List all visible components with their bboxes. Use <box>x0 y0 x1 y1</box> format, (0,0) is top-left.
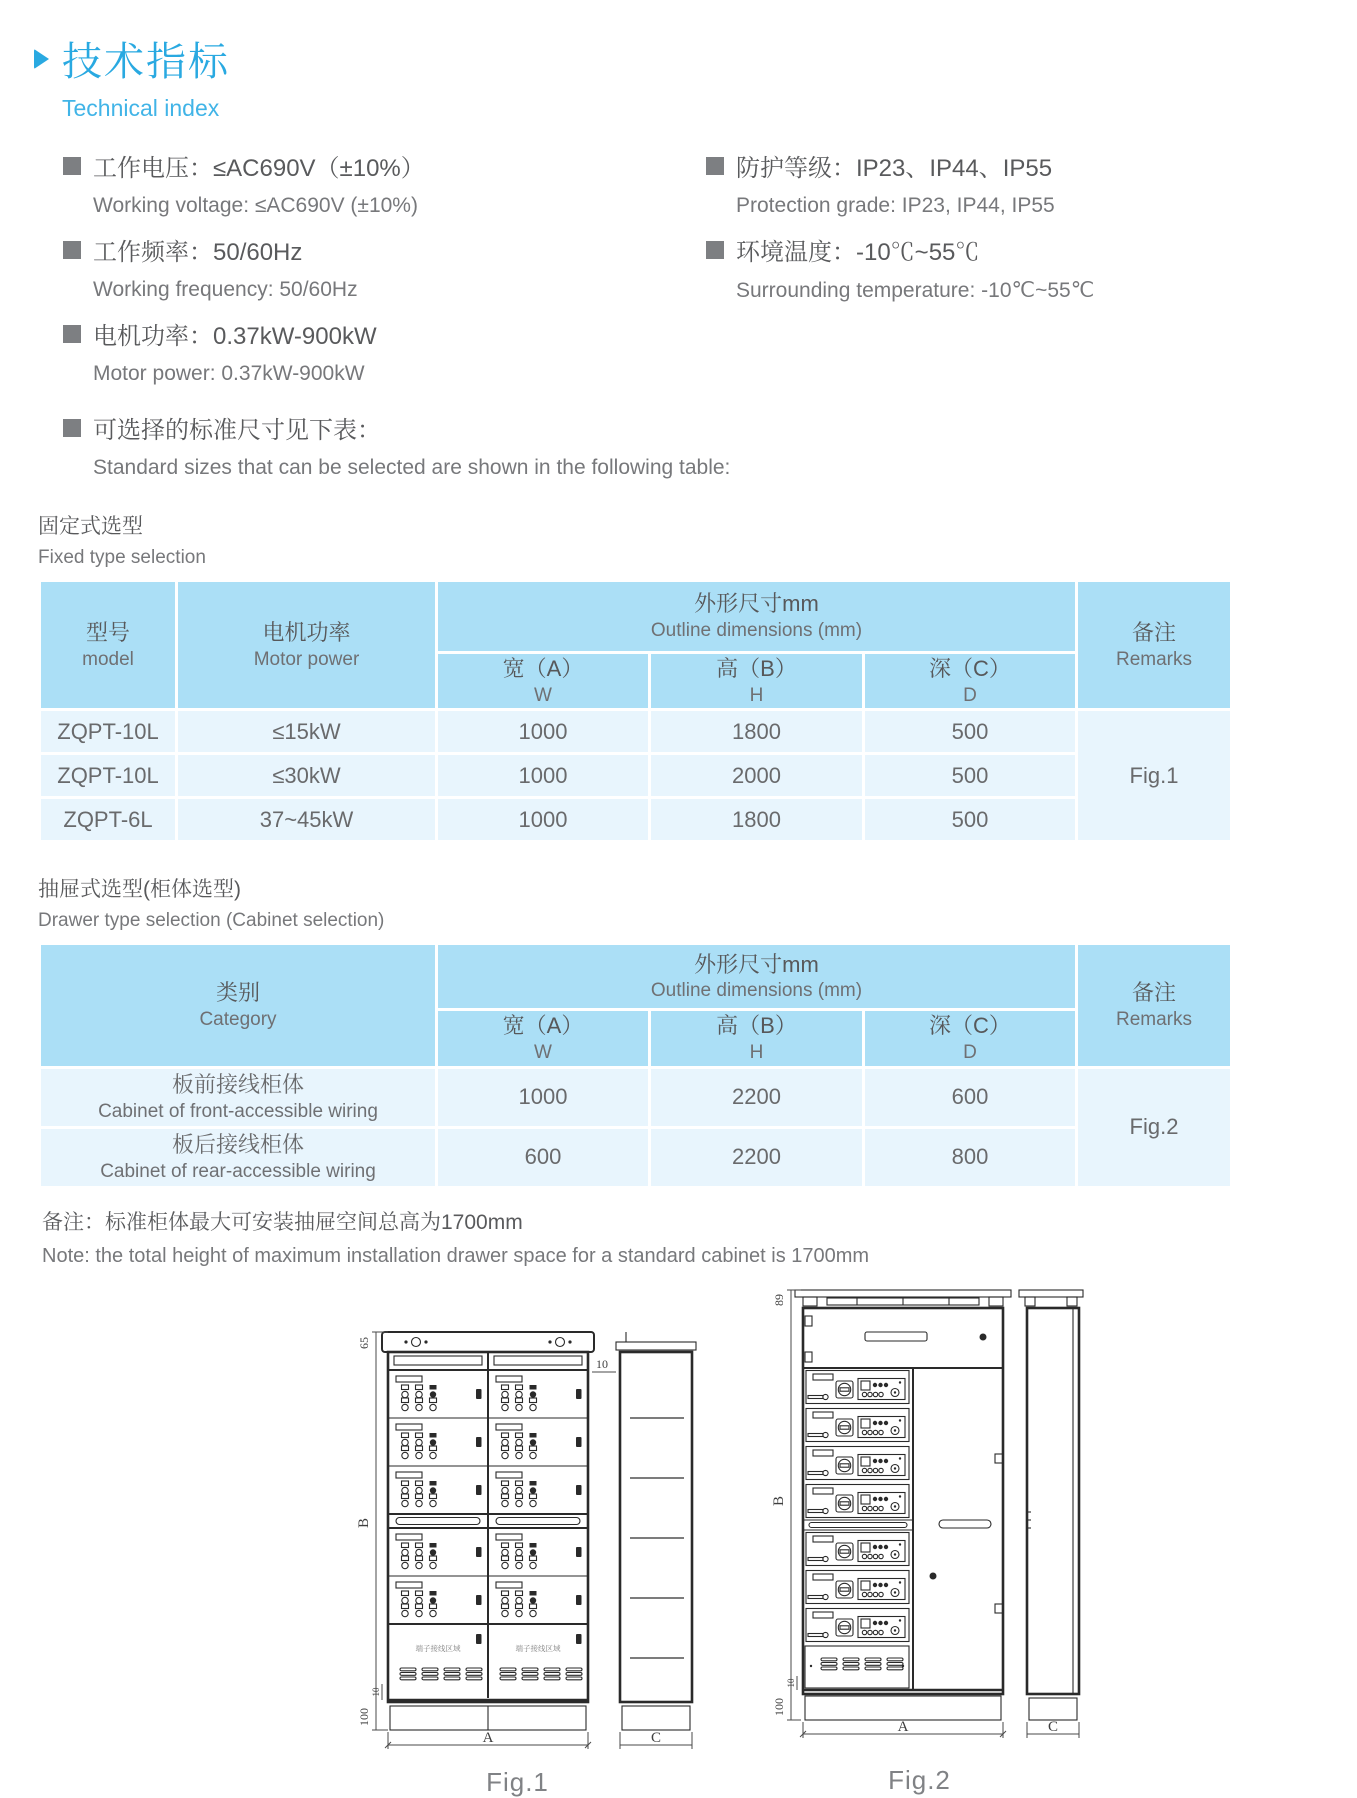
dim-B: B <box>771 1495 787 1506</box>
fig1-caption: Fig.1 <box>486 1766 549 1797</box>
cell-power: 37~45kW <box>177 798 437 842</box>
spec-item-frequency <box>63 232 706 302</box>
spec-item-protection <box>706 148 1094 218</box>
cell-height: 2200 <box>650 1067 864 1127</box>
bullet-square-icon <box>63 241 81 259</box>
table-row <box>40 798 1232 842</box>
cell-width: 600 <box>437 1127 650 1187</box>
col-header-depth: 深（C） D <box>864 1010 1077 1067</box>
dim-10-gap: 10 <box>371 1687 381 1697</box>
spec-list <box>63 148 1357 400</box>
dim-A: A <box>482 1729 494 1746</box>
col-header-outline: 外形尺寸mm Outline dimensions (mm) <box>437 944 1077 1010</box>
cell-width: 1000 <box>437 1067 650 1127</box>
col-header-remarks: 备注 Remarks <box>1077 944 1232 1067</box>
spec-zh: 环境温度：-10℃~55℃ <box>736 239 980 266</box>
cell-depth: 500 <box>864 754 1077 798</box>
figure-fig1 <box>330 1318 705 1798</box>
section-arrow-icon <box>34 49 49 69</box>
bullet-square-icon <box>63 325 81 343</box>
col-header-category: 类别 Category <box>40 944 437 1067</box>
cell-category: 板后接线柜体 Cabinet of rear-accessible wiring <box>40 1127 437 1187</box>
fig1-front-view <box>382 1332 594 1730</box>
bullet-square-icon <box>706 157 724 175</box>
spec-column-left <box>63 148 706 400</box>
spec-item-voltage <box>63 148 706 218</box>
spec-item-temperature <box>706 232 1094 303</box>
drawer-type-table <box>38 942 1233 1188</box>
fig1-drawing <box>330 1318 705 1758</box>
col-header-depth: 深（C） D <box>864 653 1077 710</box>
cell-height: 2200 <box>650 1127 864 1187</box>
terminal-area-label: 端子接线区域 <box>515 1643 561 1653</box>
cell-model: ZQPT-10L <box>40 754 177 798</box>
col-header-power: 电机功率 Motor power <box>177 581 437 710</box>
table-row <box>40 710 1232 754</box>
fig2-drawing <box>747 1276 1092 1756</box>
dim-100: 100 <box>357 1707 371 1726</box>
dim-10-gap: 10 <box>786 1678 796 1688</box>
dim-89: 89 <box>772 1293 786 1306</box>
cell-remarks: Fig.1 <box>1077 710 1232 842</box>
spec-column-right <box>706 148 1094 400</box>
cell-height: 2000 <box>650 754 864 798</box>
cell-width: 1000 <box>437 710 650 754</box>
spec-zh: 防护等级：IP23、IP44、IP55 <box>736 155 1053 182</box>
table-row <box>40 1067 1232 1127</box>
col-header-height: 高（B） H <box>650 1010 864 1067</box>
section-label-fixed <box>38 510 1357 569</box>
section-label-zh: 抽屉式选型(柜体选型) <box>38 878 241 902</box>
fig2-caption: Fig.2 <box>888 1764 951 1795</box>
section-label-zh: 固定式选型 <box>38 515 143 538</box>
cell-height: 1800 <box>650 710 864 754</box>
bullet-square-icon <box>63 157 81 175</box>
spec-item-table-intro <box>63 410 1357 480</box>
footnote <box>42 1206 1357 1268</box>
dim-B: B <box>356 1517 372 1528</box>
fig2-dimensions <box>771 1290 1079 1738</box>
cell-power: ≤15kW <box>177 710 437 754</box>
spec-en: Protection grade: IP23, IP44, IP55 <box>736 194 1055 217</box>
cell-power: ≤30kW <box>177 754 437 798</box>
spec-en: Working frequency: 50/60Hz <box>93 278 358 301</box>
col-header-outline: 外形尺寸mm Outline dimensions (mm) <box>437 581 1077 653</box>
cell-depth: 600 <box>864 1067 1077 1127</box>
footnote-zh: 备注：标准柜体最大可安装抽屉空间总高为1700mm <box>42 1210 523 1234</box>
spec-en: Standard sizes that can be selected are shown in the following table: <box>93 456 731 479</box>
dim-65: 65 <box>357 1336 371 1349</box>
page-header <box>0 0 1357 122</box>
figure-fig2 <box>747 1276 1092 1798</box>
col-header-width: 宽（A） W <box>437 653 650 710</box>
section-label-en: Drawer type selection (Cabinet selection) <box>38 910 385 932</box>
cell-depth: 500 <box>864 710 1077 754</box>
section-label-en: Fixed type selection <box>38 547 206 568</box>
page-subtitle: Technical index <box>62 95 220 121</box>
dim-10-top: 10 <box>596 1356 608 1371</box>
cell-width: 1000 <box>437 754 650 798</box>
figures <box>330 1276 1357 1798</box>
spec-en: Surrounding temperature: -10℃~55℃ <box>736 279 1095 302</box>
spec-zh: 可选择的标准尺寸见下表： <box>93 417 381 444</box>
fig2-front-view <box>795 1290 1011 1720</box>
cell-depth: 800 <box>864 1127 1077 1187</box>
spec-en: Working voltage: ≤AC690V (±10%) <box>93 194 418 217</box>
footnote-en: Note: the total height of maximum installation drawer space for a standard cabinet is 1700mm <box>42 1244 870 1267</box>
cell-model: ZQPT-6L <box>40 798 177 842</box>
col-header-model: 型号 model <box>40 581 177 710</box>
spec-item-motor-power <box>63 316 706 386</box>
cell-model: ZQPT-10L <box>40 710 177 754</box>
fig1-side-view <box>616 1332 696 1730</box>
cell-width: 1000 <box>437 798 650 842</box>
cell-remarks: Fig.2 <box>1077 1067 1232 1187</box>
fig2-side-view <box>1019 1290 1083 1720</box>
page-title: 技术指标 <box>62 40 230 84</box>
col-header-height: 高（B） H <box>650 653 864 710</box>
cell-depth: 500 <box>864 798 1077 842</box>
cell-height: 1800 <box>650 798 864 842</box>
terminal-area-label: 端子接线区域 <box>415 1643 461 1653</box>
dim-C: C <box>1047 1718 1059 1735</box>
spec-zh: 工作频率：50/60Hz <box>93 239 303 266</box>
spec-zh: 工作电压：≤AC690V（±10%） <box>93 155 425 182</box>
spec-en: Motor power: 0.37kW-900kW <box>93 362 365 385</box>
fixed-type-table <box>38 579 1233 843</box>
bullet-square-icon <box>706 241 724 259</box>
bullet-square-icon <box>63 419 81 437</box>
section-label-drawer <box>38 873 1357 932</box>
table-row <box>40 1127 1232 1187</box>
cell-category: 板前接线柜体 Cabinet of front-accessible wiring <box>40 1067 437 1127</box>
table-row <box>40 754 1232 798</box>
col-header-remarks: 备注 Remarks <box>1077 581 1232 710</box>
dim-C: C <box>650 1729 662 1746</box>
dim-100: 100 <box>772 1697 786 1716</box>
dim-A: A <box>897 1718 909 1735</box>
spec-zh: 电机功率：0.37kW-900kW <box>93 323 377 350</box>
col-header-width: 宽（A） W <box>437 1010 650 1067</box>
